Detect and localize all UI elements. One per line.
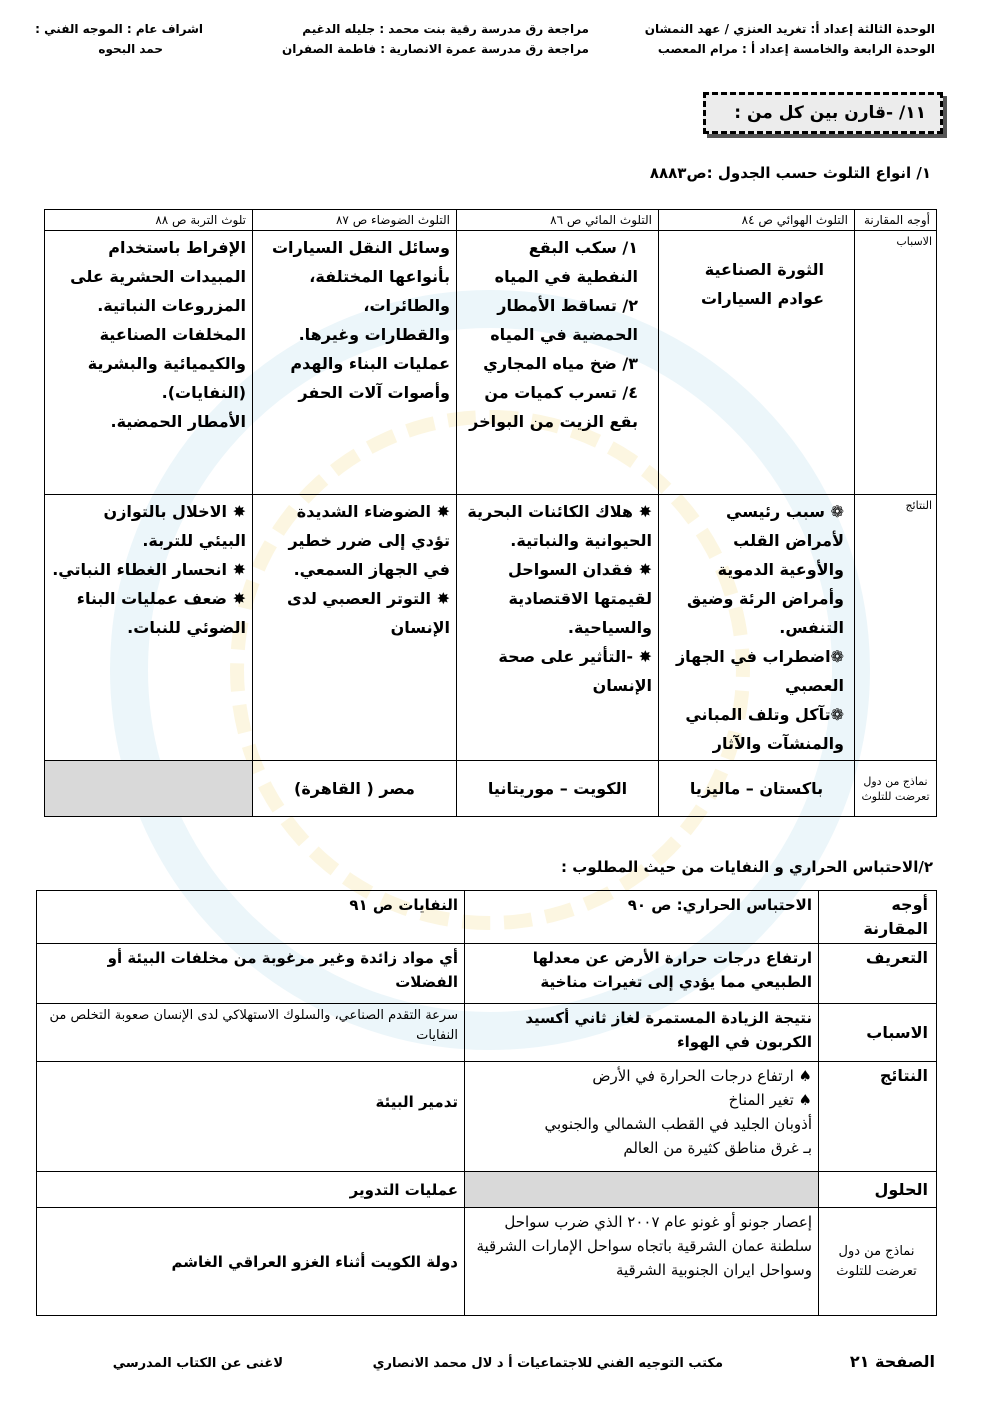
t2-row-definition (37, 944, 937, 1004)
t2-row-solutions (37, 1172, 937, 1208)
noise-result: ✸ الضوضاء الشديدة تؤدي إلى ضرر خطير في الجهاز السمعي. (288, 502, 450, 579)
water-countries: الكويت – موريتانيا (457, 761, 659, 817)
soil-cause: الأمطار الحمضية. (110, 412, 246, 431)
water-results-cell (457, 495, 659, 761)
noise-countries: مصر ( القاهرة) (253, 761, 457, 817)
soil-result: ✸ الاخلال بالتوازن البيئي للتربة. (103, 502, 246, 550)
water-result: ✸ هلاك الكائنات البحرية الحيوانية والنباتية. (467, 502, 652, 550)
air-results-cell (659, 495, 855, 761)
row-label-causes: الاسباب (855, 231, 937, 495)
soil-cause: المخلفات الصناعية والكيميائية والبشرية (النفايات). (87, 325, 246, 402)
waste-solutions: عمليات التدوير (37, 1172, 465, 1208)
t2-label-definition: التعريف (819, 944, 937, 1004)
warming-solutions (465, 1172, 819, 1208)
air-countries: باكستان – ماليزيا (659, 761, 855, 817)
water-result: ✸ فقدان السواحل لقيمتها الاقتصادية والسياحية. (507, 560, 652, 637)
header-middle-row1: مراجعة رق مدرسة رقية بنت محمد : جليله الدغيم (302, 22, 589, 36)
noise-cause: والطائرات، (363, 296, 450, 315)
noise-causes-cell (253, 231, 457, 495)
waste-results: تدمير البيئة (37, 1062, 465, 1172)
air-result: ❁اضطراب في الجهاز العصبي (675, 647, 844, 695)
header-middle-row2: مراجعة رق مدرسة عمرة الانصارية : فاطمة الصفران (282, 42, 589, 56)
air-result: ❁تآكل وتلف المباني والمنشآت والآثار (685, 705, 844, 753)
col-header-soil: تلوث التربة ص ٨٨ (45, 210, 253, 231)
noise-cause: وأصوات آلات الحفر (298, 383, 450, 402)
t2-col-header-waste: النفايات ص ٩١ (37, 891, 465, 944)
section1-title: ١/ انواع التلوث حسب الجدول :ص٨٨٨٣ (649, 164, 931, 182)
water-cause: ٣/ ضخ مياه المجاري (483, 354, 638, 373)
noise-result: ✸ التوتر العصبي لدى الإنسان (286, 589, 450, 637)
header-right-row2: الوحدة الرابعة والخامسة إعداد أ : مرام المعصب (657, 42, 935, 56)
water-result: ✸ -التأثير على صحة الإنسان (498, 647, 652, 695)
t2-label-solutions: الحلول (819, 1172, 937, 1208)
header-left-row1: اشراف عام : الموجه الفني : (35, 22, 203, 36)
table-row-causes (45, 231, 937, 495)
col-header-noise: التلوث الضوضاء ص ٨٧ (253, 210, 457, 231)
warming-waste-table (36, 890, 937, 1316)
t2-col-header-comparison: أوجه المقارنة (819, 891, 937, 944)
table-header-row (45, 210, 937, 231)
soil-results-cell (45, 495, 253, 761)
row-label-results: النتائج (855, 495, 937, 761)
question-title: ١١/ -قارن بين كل من : (734, 103, 926, 123)
t2-label-causes: الاسباب (819, 1004, 937, 1062)
warming-countries: إعصار جونو أو غونو عام ٢٠٠٧ الذي ضرب سواحل سلطنة عمان الشرقية باتجاه سواحل الإمارات الشرقية وسواحل ايران الجنوبية الشرقية (465, 1208, 819, 1316)
noise-cause: عمليات البناء والهدم (290, 354, 450, 373)
col-header-water: التلوث المائي ص ٨٦ (457, 210, 659, 231)
footer-office: مكتب التوجيه الفني للاجتماعيات أ د لال محمد الانصاري (372, 1356, 723, 1371)
air-result: ❁ سبب رئيسي لأمراض القلب والأوعية الدموية وأمراض الرئة وضيق التنفس. (687, 502, 844, 637)
footer-note: لاغنى عن الكتاب المدرسي (112, 1356, 283, 1371)
waste-causes: سرعة التقدم الصناعي، والسلوك الاستهلاكي لدى الإنسان صعوبة التخلص من النفايات (37, 1004, 465, 1062)
t2-col-header-warming: الاحتباس الحراري: ص ٩٠ (465, 891, 819, 944)
t2-label-countries: نماذج من دول تعرضت للتلوث (819, 1208, 937, 1316)
air-cause: عوادم السيارات (700, 289, 824, 308)
water-cause: ١/ سكب البقع النفطية في المياه (494, 238, 638, 286)
noise-cause: وسائل النقل السيارات بأنواعها المختلفة، (271, 238, 450, 286)
t2-row-countries (37, 1208, 937, 1316)
soil-causes-cell (45, 231, 253, 495)
warming-definition: ارتفاع درجات حرارة الأرض عن معدلها الطبيعي مما يؤدي إلى تغيرات مناخية (465, 944, 819, 1004)
t2-label-results: النتائج (819, 1062, 937, 1172)
table-row-results (45, 495, 937, 761)
waste-countries: دولة الكويت أثناء الغزو العراقي الغاشم (37, 1208, 465, 1316)
warming-results-cell (465, 1062, 819, 1172)
header-left-row2: حمد البحوه (98, 42, 163, 56)
t2-row-causes (37, 1004, 937, 1062)
warming-result: ♠ تغير المناخ (728, 1091, 812, 1109)
question-box (703, 92, 943, 134)
row-label-countries: نماذج من دول تعرضت للتلوث (855, 761, 937, 817)
air-causes-cell (659, 231, 855, 495)
warming-result: ♠ ارتفاع درجات الحرارة في الأرض (592, 1067, 812, 1085)
table-row-countries (45, 761, 937, 817)
soil-cause: الإفراط باستخدام المبيدات الحشرية على المزروعات النباتية. (70, 238, 246, 315)
warming-result: بـ غرق مناطق كثيرة من العالم (623, 1139, 812, 1157)
noise-cause: والقطارات وغيرها. (298, 325, 450, 344)
page-number: الصفحة ٢١ (849, 1352, 935, 1371)
table2-header-row (37, 891, 937, 944)
pollution-types-table (44, 209, 937, 817)
soil-result: ✸ انحسار الغطاء النباتي. (52, 560, 246, 579)
warming-result: أذوبان الجليد في القطب الشمالي والجنوبي (544, 1115, 812, 1133)
water-cause: ٢/ تساقط الأمطار الحمضية في المياه (490, 296, 638, 344)
t2-row-results (37, 1062, 937, 1172)
soil-countries (45, 761, 253, 817)
noise-results-cell (253, 495, 457, 761)
section2-title: ٢/الاحتباس الحراري و النفايات من حيث المطلوب : (561, 858, 933, 876)
col-header-air: التلوث الهوائي ص ٨٤ (659, 210, 855, 231)
warming-causes: نتيجة الزيادة المستمرة لغاز ثاني أكسيد الكربون في الهواء (465, 1004, 819, 1062)
header-right-row1: الوحدة الثالثة إعداد أ: تغريد العنزي / عهد النمشان (644, 22, 935, 36)
water-causes-cell (457, 231, 659, 495)
waste-definition: أي مواد زائدة وغير مرغوبة من مخلفات البيئة أو الفضلات (37, 944, 465, 1004)
col-header-comparison: أوجه المقارنة (855, 210, 937, 231)
water-cause: ٤/ تسرب كميات من بقع الزيت من البواخر (469, 383, 638, 431)
air-cause: الثورة الصناعية (704, 260, 824, 279)
soil-result: ✸ ضعف عمليات البناء الضوئي للنبات. (76, 589, 246, 637)
